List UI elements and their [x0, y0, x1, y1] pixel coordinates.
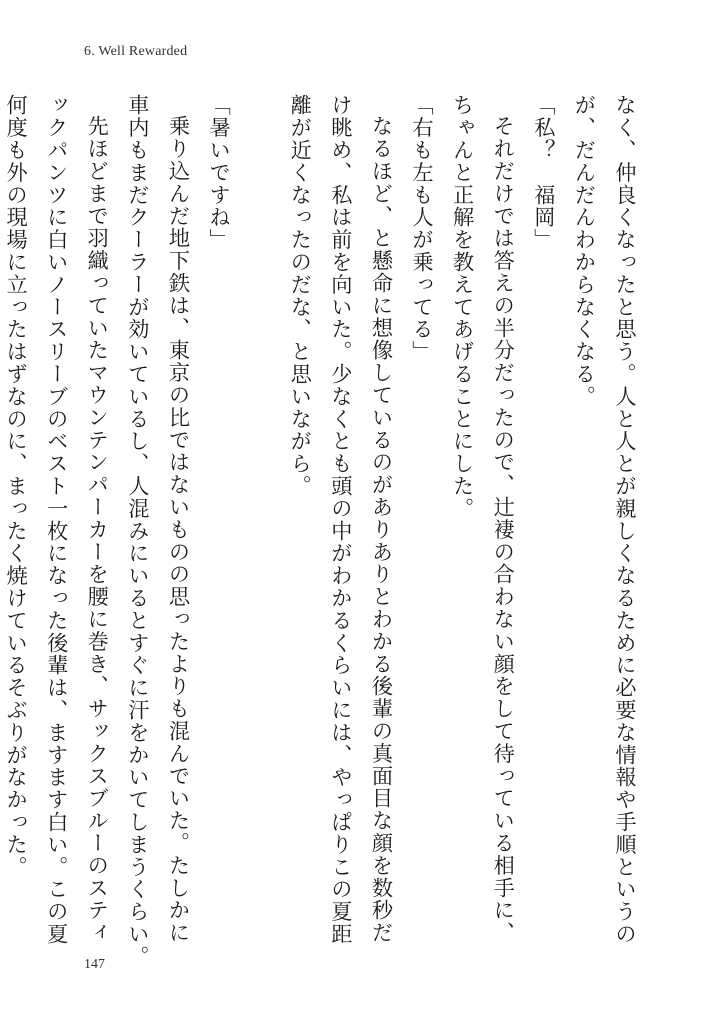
text-line: が、だんだんわからなくなる。 — [572, 94, 598, 408]
text-line: なく、仲良くなったと思う。人と人とが親しくなるために必要な情報や手順というの — [613, 94, 638, 946]
text-line: 離が近くなったのだな、と思いながら。 — [288, 94, 314, 498]
dialogue-line: 「右も左も人が乗ってる」 — [410, 94, 436, 363]
text-line: ックパンツに白いノースリーブのベスト一枚になった後輩は、ますます白い。この夏 — [44, 94, 70, 946]
text-line: 何度も外の現場に立ったはずなのに、まったく焼けているそぶりがなかった。 — [4, 94, 30, 878]
page-number: 147 — [84, 957, 105, 972]
text-line: け眺め、私は前を向いた。少なくとも頭の中がわかるくらいには、やっぱりこの夏距 — [328, 94, 354, 946]
text-line: 乗り込んだ地下鉄は、東京の比ではないものの思ったよりも混んでいた。たしかに — [166, 115, 192, 944]
text-line: なるほど、と懸命に想像しているのがありありとわかる後輩の真面目な顔を数秒だ — [369, 115, 395, 944]
text-line: それだけでは答えの半分だったので、辻褄の合わない顔をして待っている相手に、 — [491, 115, 517, 944]
text-line: 先ほどまで羽織っていたマウンテンパーカーを腰に巻き、サックスブルーのスティ — [85, 115, 111, 944]
dialogue-line: 「暑いですね」 — [207, 94, 233, 251]
text-line: ちゃんと正解を教えてあげることにした。 — [450, 94, 476, 520]
blank-line — [239, 94, 280, 944]
running-head: 6. Well Rewarded — [84, 44, 188, 59]
text-line: 車内もまだクーラーが効いているし、人混みにいるとすぐに汗をかいてしまうくらい。 — [125, 94, 151, 968]
dialogue-line: 「私？ 福岡」 — [531, 94, 557, 251]
